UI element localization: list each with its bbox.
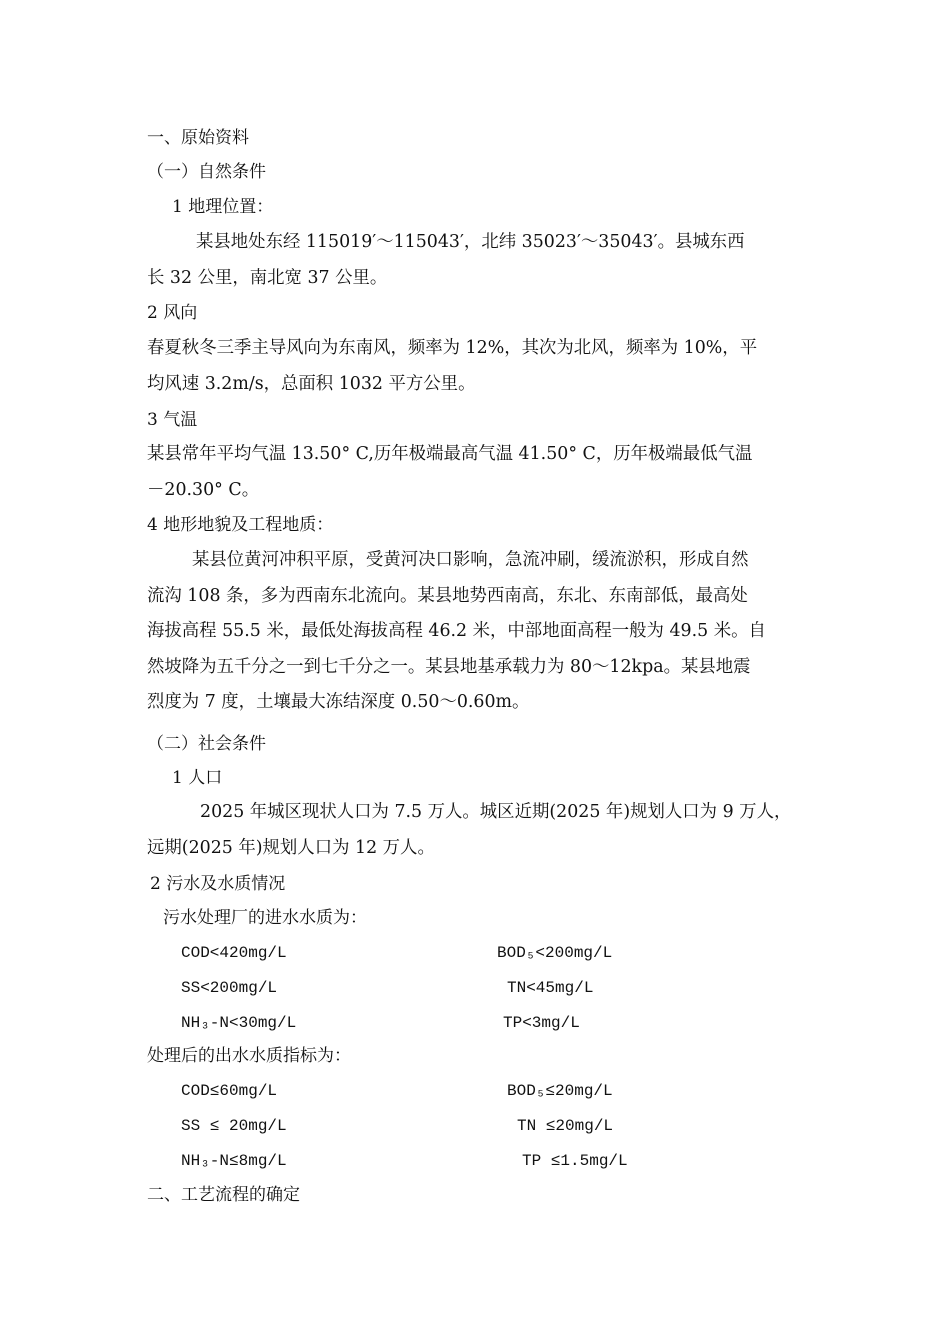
inflow-cod: COD<420mg/L [181, 944, 287, 962]
subsection-natural-conditions: （一）自然条件 [147, 162, 266, 182]
terrain-text-line-4: 然坡降为五千分之一到七千分之一。某县地基承载力为 80～12kpa。某县地震 [147, 657, 751, 677]
temperature-title: 3 气温 [147, 410, 198, 430]
wind-text-line-1: 春夏秋冬三季主导风向为东南风，频率为 12%，其次为北风，频率为 10%，平 [147, 338, 758, 358]
terrain-text-line-1: 某县位黄河冲积平原，受黄河决口影响，急流冲刷，缓流淤积，形成自然 [192, 550, 749, 570]
outflow-tp: TP ≤1.5mg/L [522, 1152, 628, 1170]
subsection-social-conditions: （二）社会条件 [147, 734, 266, 754]
outflow-tn: TN ≤20mg/L [517, 1117, 614, 1135]
temperature-text-line-2: －20.30° C。 [147, 480, 260, 500]
outflow-nh3n: NH₃-N≤8mg/L [181, 1152, 287, 1170]
terrain-text-line-3: 海拔高程 55.5 米，最低处海拔高程 46.2 米，中部地面高程一般为 49.5 米。自 [147, 621, 766, 641]
outflow-ss: SS ≤ 20mg/L [181, 1117, 287, 1135]
inflow-quality-title: 污水处理厂的进水水质为： [163, 908, 367, 928]
population-text-line-2: 远期(2025 年)规划人口为 12 万人。 [147, 838, 435, 858]
inflow-tp: TP<3mg/L [503, 1014, 580, 1032]
terrain-text-line-5: 烈度为 7 度，土壤最大冻结深度 0.50～0.60m。 [147, 692, 530, 712]
terrain-title: 4 地形地貌及工程地质： [147, 515, 334, 535]
section-heading-raw-data: 一、原始资料 [147, 128, 249, 148]
wind-text-line-2: 均风速 3.2m/s，总面积 1032 平方公里。 [147, 374, 476, 394]
inflow-bod5: BOD₅<200mg/L [497, 944, 613, 962]
outflow-quality-title: 处理后的出水水质指标为： [147, 1046, 351, 1066]
section-heading-process-flow: 二、工艺流程的确定 [147, 1185, 300, 1205]
outflow-bod5: BOD₅≤20mg/L [507, 1082, 613, 1100]
wind-title: 2 风向 [147, 303, 198, 323]
population-title: 1 人口 [172, 768, 223, 788]
location-text-line-1: 某县地处东经 115019′～115043′，北纬 35023′～35043′。县城东西 [196, 232, 745, 252]
location-title: 1 地理位置： [172, 197, 274, 217]
inflow-nh3n: NH₃-N<30mg/L [181, 1014, 297, 1032]
outflow-cod: COD≤60mg/L [181, 1082, 278, 1100]
inflow-ss: SS<200mg/L [181, 979, 278, 997]
wastewater-title: 2 污水及水质情况 [150, 874, 286, 894]
location-text-line-2: 长 32 公里，南北宽 37 公里。 [147, 268, 388, 288]
population-text-line-1: 2025 年城区现状人口为 7.5 万人。城区近期(2025 年)规划人口为 9 万人， [200, 802, 792, 822]
terrain-text-line-2: 流沟 108 条，多为西南东北流向。某县地势西南高，东北、东南部低，最高处 [147, 586, 748, 606]
temperature-text-line-1: 某县常年平均气温 13.50° C,历年极端最高气温 41.50° C，历年极端最低气温 [147, 444, 753, 464]
inflow-tn: TN<45mg/L [507, 979, 594, 997]
